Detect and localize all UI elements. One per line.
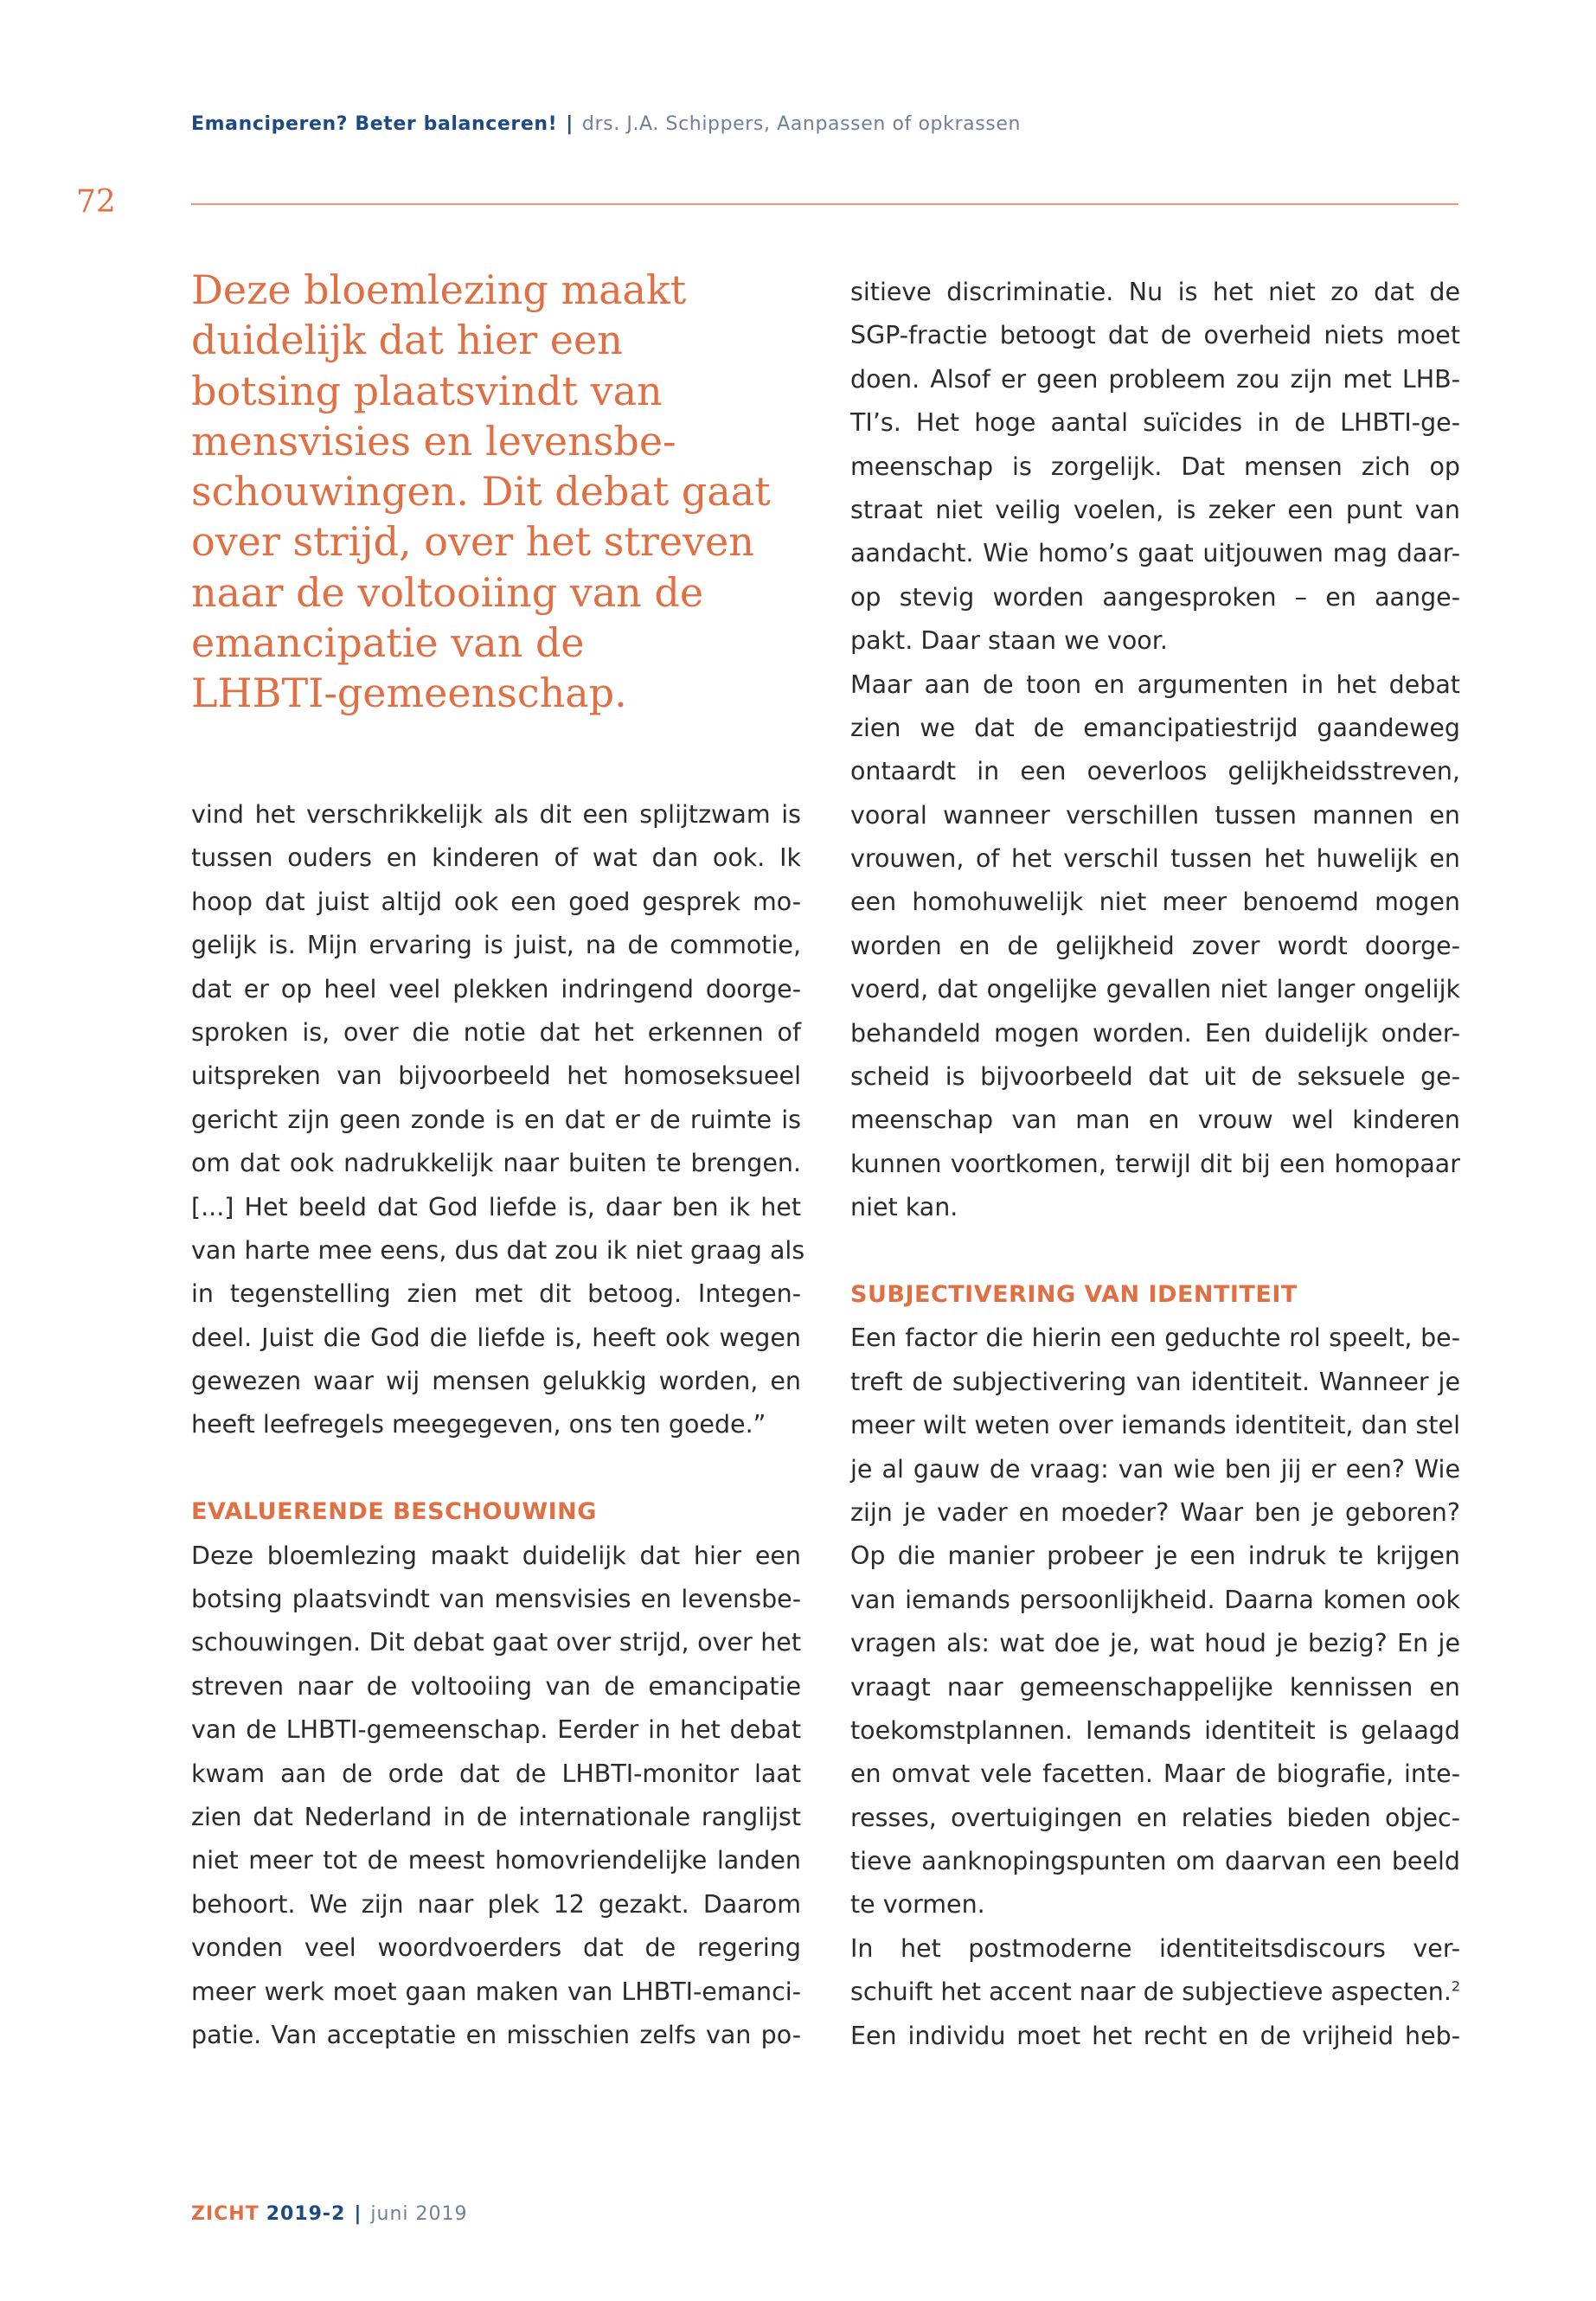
body-text-line: deel. Juist die God die liefde is, heeft ook wegen — [191, 1323, 801, 1352]
body-text-line: tieve aanknopingspunten om daarvan een beeld — [850, 1847, 1460, 1876]
body-text-line: een homohuwelijk niet meer benoemd mogen — [850, 888, 1460, 917]
body-text-line: te vormen. — [850, 1890, 985, 1920]
running-head-author: drs. J.A. Schippers, Aanpassen of opkrassen — [581, 113, 1021, 135]
body-text-line: niet kan. — [850, 1193, 958, 1222]
section-heading: EVALUERENDE BESCHOUWING — [191, 1498, 597, 1526]
body-text-line: niet meer tot de meest homovriendelijke landen — [191, 1846, 801, 1875]
body-text-line: scheid is bijvoorbeeld dat uit de seksuele ge- — [850, 1062, 1460, 1092]
body-text-line: sitieve discriminatie. Nu is het niet zo dat de — [850, 278, 1460, 306]
body-text-line: In het postmoderne identiteitsdiscours ver- — [850, 1933, 1460, 1963]
body-text-line: SGP-fractie betoogt dat de overheid niets moet — [850, 321, 1460, 350]
body-text-line: pakt. Daar staan we voor. — [850, 626, 1168, 656]
body-text-line: zien we dat de emancipatiestrijd gaandeweg — [850, 713, 1460, 742]
body-text-line: kwam aan de orde dat de LHBTI-monitor laat — [191, 1759, 801, 1788]
body-text-line: en omvat vele facetten. Maar de biografie, inte- — [850, 1759, 1460, 1789]
body-text-line: Deze bloemlezing maakt duidelijk dat hier een — [191, 1541, 801, 1570]
pull-quote-line: LHBTI-gemeenschap. — [191, 670, 627, 717]
right-column — [850, 271, 1460, 2058]
body-text-line: tussen ouders en kinderen of wat dan ook. Ik — [191, 843, 801, 873]
body-text-line: toekomstplannen. Iemands identiteit is gelaagd — [850, 1715, 1460, 1745]
page-number: 72 — [76, 184, 116, 220]
body-text-line: gericht zijn geen zonde is en dat er de ruimte is — [191, 1105, 801, 1134]
body-text-line: straat niet veilig voelen, is zeker een punt van — [850, 495, 1460, 524]
body-text-line: meer wilt weten over iemands identiteit, dan stel — [850, 1411, 1460, 1440]
body-text-line: vraagt naar gemeenschappelijke kennissen en — [850, 1672, 1460, 1702]
pull-quote-line: mensvisies en levensbe- — [191, 417, 676, 465]
pull-quote-line: Deze bloemlezing maakt — [191, 266, 687, 313]
body-text-line: vooral wanneer verschillen tussen mannen en — [850, 800, 1460, 830]
left-column — [191, 793, 805, 2057]
body-text-line: [...] Het beeld dat God liefde is, daar ben ik het — [191, 1192, 801, 1221]
body-text-line: TI’s. Het hoge aantal suïcides in de LHBTI-ge- — [850, 408, 1460, 438]
running-head-series: Emanciperen? Beter balanceren! — [191, 113, 558, 135]
footer — [191, 2203, 468, 2225]
paragraph-gap — [850, 1230, 1460, 1273]
body-text-line: worden en de gelijkheid zover wordt doorge- — [850, 931, 1460, 960]
body-text-line: vragen als: wat doe je, wat houd je bezig? En je — [850, 1629, 1460, 1658]
body-text-fragment: schuift het accent naar de subjectieve aspecten. — [850, 1977, 1452, 2007]
pull-quote — [191, 265, 779, 719]
body-text-line: zijn je vader en moeder? Waar ben je geboren? — [850, 1497, 1460, 1527]
body-text-line: vonden veel woordvoerders dat de regering — [191, 1933, 801, 1963]
pull-quote-line: naar de voltooiing van de — [191, 568, 704, 616]
section-heading: SUBJECTIVERING VAN IDENTITEIT — [850, 1280, 1298, 1308]
body-text-line — [850, 1971, 1460, 2014]
body-text-line: om dat ook nadrukkelijk naar buiten te brengen. — [191, 1149, 801, 1178]
paragraph-gap — [191, 1447, 801, 1490]
body-text-line: resses, overtuigingen en relaties bieden objec- — [850, 1803, 1460, 1832]
footer-issue: 2019-2 — [266, 2203, 346, 2225]
body-text-line: gelijk is. Mijn ervaring is juist, na de commotie, — [191, 931, 801, 960]
body-text-line: botsing plaatsvindt van mensvisies en levensbe- — [191, 1585, 801, 1614]
pull-quote-line: emancipatie van de — [191, 619, 585, 667]
body-text-line: meenschap is zorgelijk. Dat mensen zich op — [850, 452, 1460, 481]
body-text-line: Een factor die hierin een geduchte rol speelt, be- — [850, 1324, 1460, 1353]
footer-magazine: ZICHT — [191, 2203, 260, 2225]
running-head — [191, 113, 1021, 135]
body-text-line: meer werk moet gaan maken van LHBTI-emanci- — [191, 1977, 801, 2006]
pull-quote-line: botsing plaatsvindt van — [191, 367, 663, 414]
body-text-line: behoort. We zijn naar plek 12 gezakt. Daarom — [191, 1889, 801, 1919]
body-text-line: van iemands persoonlijkheid. Daarna komen ook — [850, 1585, 1460, 1614]
body-text-line: in tegenstelling zien met dit betoog. Integen- — [191, 1279, 801, 1309]
body-text-line: heeft leefregels meegegeven, ons ten goede.” — [191, 1410, 766, 1439]
body-text-line: Een individu moet het recht en de vrijheid heb- — [850, 2021, 1460, 2050]
body-text-line: doen. Alsof er geen probleem zou zijn met LHB- — [850, 364, 1460, 394]
body-text-line: vind het verschrikkelijk als dit een splijtzwam is — [191, 800, 801, 829]
body-text-line: aandacht. Wie homo’s gaat uitjouwen mag daar- — [850, 539, 1460, 568]
body-text-line: sproken is, over die notie dat het erkennen of — [191, 1017, 801, 1047]
body-text-line: vrouwen, of het verschil tussen het huwelijk en — [850, 844, 1460, 874]
pull-quote-line: over strijd, over het streven — [191, 518, 754, 566]
body-text-line: gewezen waar wij mensen gelukkig worden, en — [191, 1367, 801, 1396]
footer-date: juni 2019 — [370, 2203, 468, 2225]
body-text-line: patie. Van acceptatie en misschien zelfs van po- — [191, 2020, 801, 2049]
body-text-line: op stevig worden aangesproken – en aange- — [850, 582, 1460, 612]
running-head-separator: | — [566, 113, 574, 135]
header-rule — [191, 203, 1458, 205]
body-text-line: treft de subjectivering van identiteit. Wanneer je — [850, 1367, 1460, 1396]
body-text-line: behandeld mogen worden. Een duidelijk onder- — [850, 1018, 1460, 1048]
body-text-line: Op die manier probeer je een indruk te krijgen — [850, 1541, 1460, 1571]
footnote-marker[interactable]: 2 — [1451, 1977, 1461, 1995]
body-text-line: meenschap van man en vrouw wel kinderen — [850, 1106, 1460, 1135]
body-text-line: kunnen voortkomen, terwijl dit bij een homopaar — [850, 1149, 1460, 1178]
footer-separator: | — [354, 2203, 362, 2225]
body-text-line: dat er op heel veel plekken indringend doorge- — [191, 974, 801, 1003]
body-text-line: streven naar de voltooiing van de emancipatie — [191, 1671, 801, 1701]
body-text-line: ontaardt in een oeverloos gelijkheidsstreven, — [850, 757, 1460, 786]
pull-quote-line: schouwingen. Dit debat gaat — [191, 468, 771, 516]
body-text-line: Maar aan de toon en argumenten in het debat — [850, 670, 1460, 699]
body-text-line: hoop dat juist altijd ook een goed gesprek mo- — [191, 887, 801, 916]
body-text-line: schouwingen. Dit debat gaat over strijd, over het — [191, 1628, 801, 1657]
body-text-line: van de LHBTI-gemeenschap. Eerder in het debat — [191, 1715, 801, 1745]
body-text-line: je al gauw de vraag: van wie ben jij er een? Wie — [850, 1454, 1460, 1484]
body-text-line: uitspreken van bijvoorbeeld het homoseksueel — [191, 1061, 801, 1091]
body-text-line: voerd, dat ongelijke gevallen niet langer ongelijk — [850, 975, 1460, 1004]
body-text-line: zien dat Nederland in de internationale ranglijst — [191, 1802, 801, 1831]
body-text-line: van harte mee eens, dus dat zou ik niet graag als — [191, 1235, 805, 1265]
pull-quote-line: duidelijk dat hier een — [191, 317, 623, 364]
